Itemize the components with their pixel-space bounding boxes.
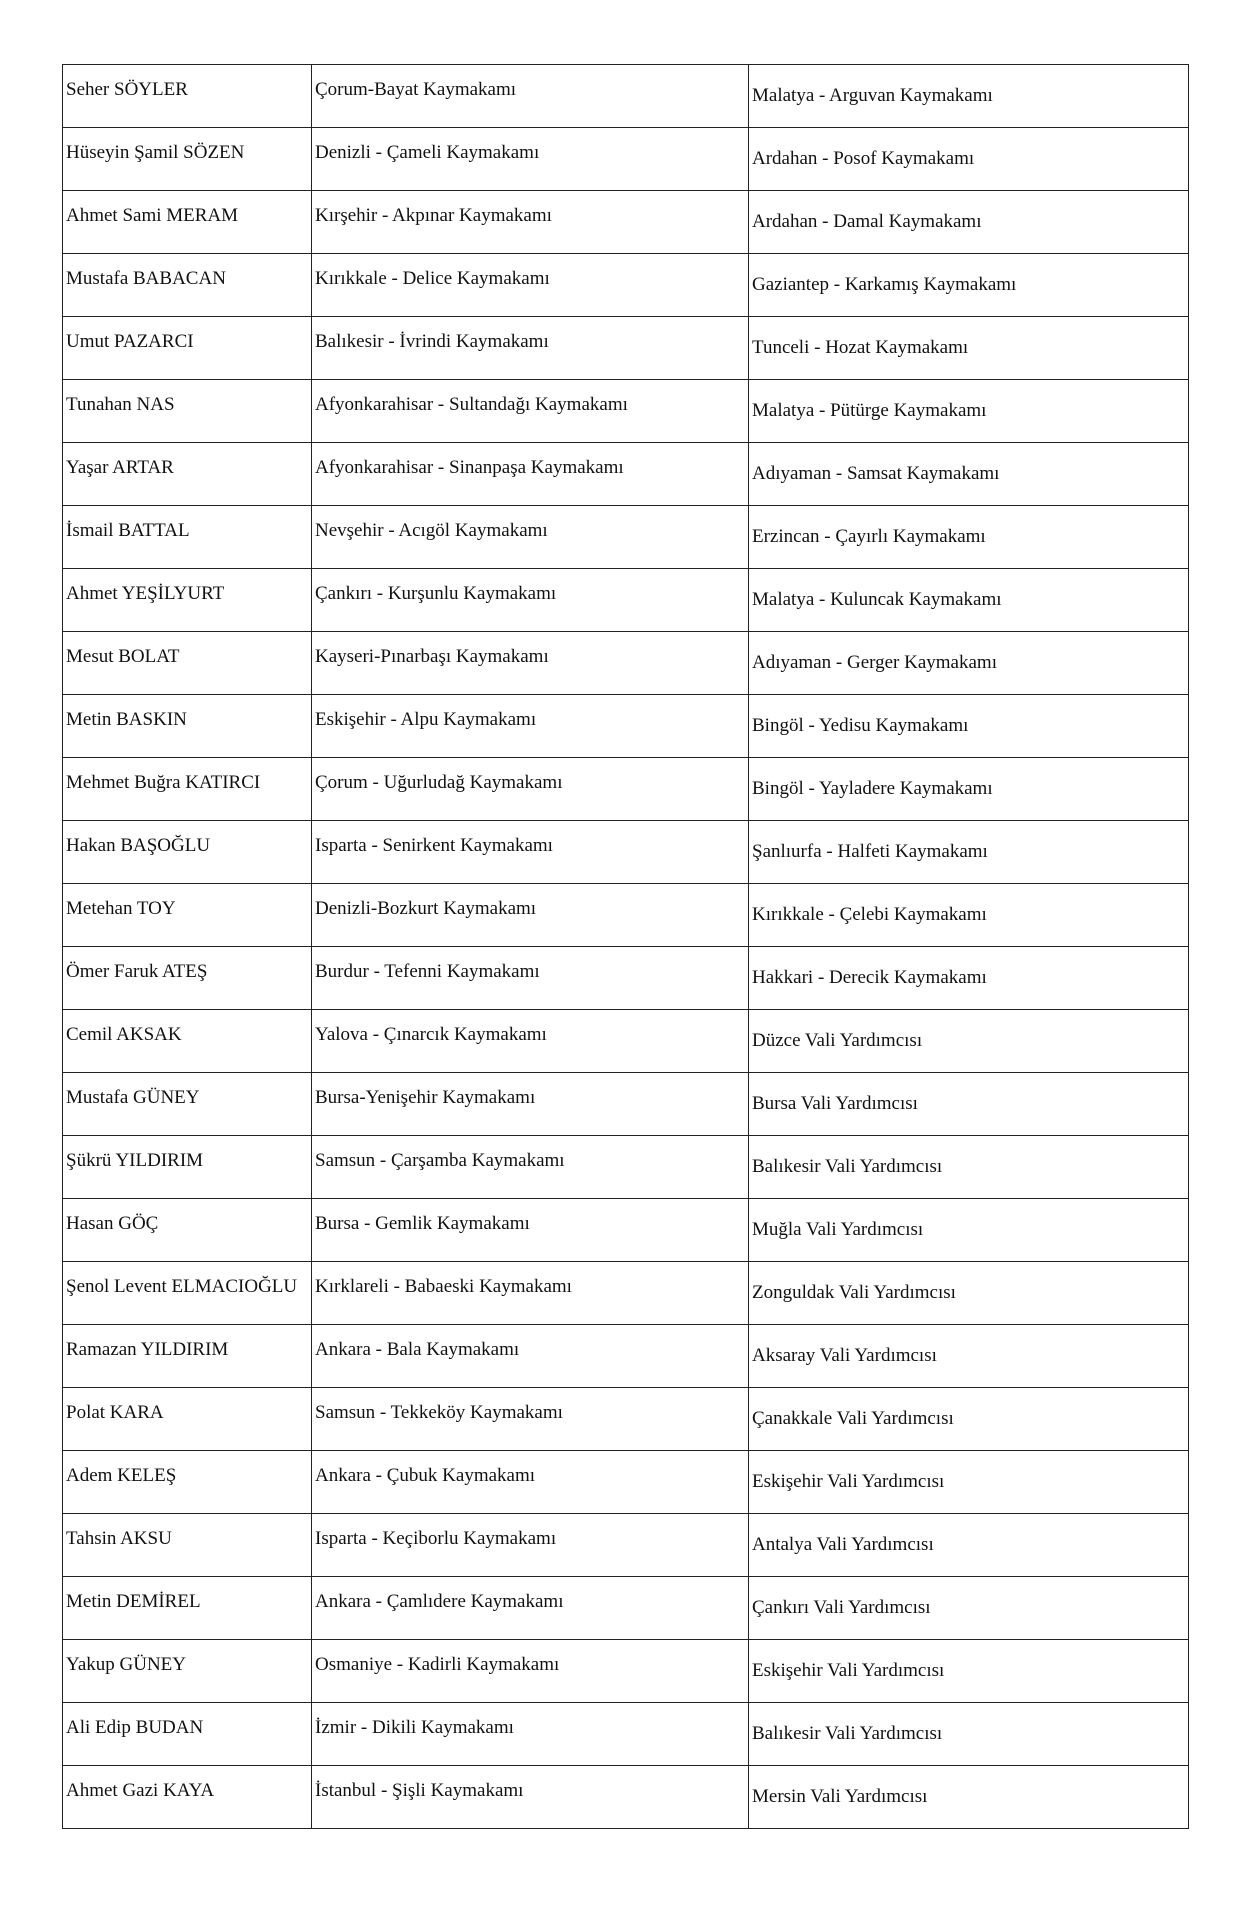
current-post-cell: Burdur - Tefenni Kaymakamı xyxy=(312,947,749,1010)
table-row xyxy=(63,1766,1189,1829)
new-post-cell: Bursa Vali Yardımcısı xyxy=(749,1073,1189,1136)
current-post-cell: Kırklareli - Babaeski Kaymakamı xyxy=(312,1262,749,1325)
current-post-cell: Afyonkarahisar - Sinanpaşa Kaymakamı xyxy=(312,443,749,506)
table-row xyxy=(63,443,1189,506)
table-row xyxy=(63,254,1189,317)
current-post-cell: Ankara - Çamlıdere Kaymakamı xyxy=(312,1577,749,1640)
person-name-cell: Hakan BAŞOĞLU xyxy=(63,821,312,884)
current-post-cell: Ankara - Çubuk Kaymakamı xyxy=(312,1451,749,1514)
new-post-cell: Aksaray Vali Yardımcısı xyxy=(749,1325,1189,1388)
appointments-table-body xyxy=(63,65,1189,1829)
person-name-cell: Mustafa BABACAN xyxy=(63,254,312,317)
new-post-cell: Şanlıurfa - Halfeti Kaymakamı xyxy=(749,821,1189,884)
new-post-cell: Antalya Vali Yardımcısı xyxy=(749,1514,1189,1577)
table-row xyxy=(63,632,1189,695)
current-post-cell: Nevşehir - Acıgöl Kaymakamı xyxy=(312,506,749,569)
table-row xyxy=(63,1514,1189,1577)
table-row xyxy=(63,1577,1189,1640)
new-post-cell: Zonguldak Vali Yardımcısı xyxy=(749,1262,1189,1325)
person-name-cell: Şenol Levent ELMACIOĞLU xyxy=(63,1262,312,1325)
person-name-cell: Yakup GÜNEY xyxy=(63,1640,312,1703)
person-name-cell: Hüseyin Şamil SÖZEN xyxy=(63,128,312,191)
new-post-cell: Balıkesir Vali Yardımcısı xyxy=(749,1703,1189,1766)
current-post-cell: Çankırı - Kurşunlu Kaymakamı xyxy=(312,569,749,632)
new-post-cell: Adıyaman - Samsat Kaymakamı xyxy=(749,443,1189,506)
new-post-cell: Adıyaman - Gerger Kaymakamı xyxy=(749,632,1189,695)
table-row xyxy=(63,1703,1189,1766)
table-row xyxy=(63,569,1189,632)
new-post-cell: Bingöl - Yayladere Kaymakamı xyxy=(749,758,1189,821)
current-post-cell: Bursa - Gemlik Kaymakamı xyxy=(312,1199,749,1262)
person-name-cell: Cemil AKSAK xyxy=(63,1010,312,1073)
current-post-cell: Afyonkarahisar - Sultandağı Kaymakamı xyxy=(312,380,749,443)
table-row xyxy=(63,191,1189,254)
table-row xyxy=(63,1136,1189,1199)
table-row xyxy=(63,1325,1189,1388)
person-name-cell: Tunahan NAS xyxy=(63,380,312,443)
table-row xyxy=(63,758,1189,821)
current-post-cell: Kırşehir - Akpınar Kaymakamı xyxy=(312,191,749,254)
person-name-cell: İsmail BATTAL xyxy=(63,506,312,569)
current-post-cell: Samsun - Tekkeköy Kaymakamı xyxy=(312,1388,749,1451)
person-name-cell: Hasan GÖÇ xyxy=(63,1199,312,1262)
person-name-cell: Ali Edip BUDAN xyxy=(63,1703,312,1766)
new-post-cell: Ardahan - Damal Kaymakamı xyxy=(749,191,1189,254)
new-post-cell: Bingöl - Yedisu Kaymakamı xyxy=(749,695,1189,758)
person-name-cell: Umut PAZARCI xyxy=(63,317,312,380)
current-post-cell: Samsun - Çarşamba Kaymakamı xyxy=(312,1136,749,1199)
person-name-cell: Şükrü YILDIRIM xyxy=(63,1136,312,1199)
current-post-cell: Çorum-Bayat Kaymakamı xyxy=(312,65,749,128)
new-post-cell: Muğla Vali Yardımcısı xyxy=(749,1199,1189,1262)
current-post-cell: İzmir - Dikili Kaymakamı xyxy=(312,1703,749,1766)
new-post-cell: Malatya - Arguvan Kaymakamı xyxy=(749,65,1189,128)
current-post-cell: Ankara - Bala Kaymakamı xyxy=(312,1325,749,1388)
person-name-cell: Adem KELEŞ xyxy=(63,1451,312,1514)
person-name-cell: Ahmet Gazi KAYA xyxy=(63,1766,312,1829)
current-post-cell: Kayseri-Pınarbaşı Kaymakamı xyxy=(312,632,749,695)
new-post-cell: Düzce Vali Yardımcısı xyxy=(749,1010,1189,1073)
current-post-cell: Osmaniye - Kadirli Kaymakamı xyxy=(312,1640,749,1703)
person-name-cell: Ahmet Sami MERAM xyxy=(63,191,312,254)
new-post-cell: Tunceli - Hozat Kaymakamı xyxy=(749,317,1189,380)
person-name-cell: Mehmet Buğra KATIRCI xyxy=(63,758,312,821)
person-name-cell: Ömer Faruk ATEŞ xyxy=(63,947,312,1010)
new-post-cell: Malatya - Kuluncak Kaymakamı xyxy=(749,569,1189,632)
current-post-cell: Eskişehir - Alpu Kaymakamı xyxy=(312,695,749,758)
new-post-cell: Ardahan - Posof Kaymakamı xyxy=(749,128,1189,191)
new-post-cell: Gaziantep - Karkamış Kaymakamı xyxy=(749,254,1189,317)
table-row xyxy=(63,380,1189,443)
person-name-cell: Yaşar ARTAR xyxy=(63,443,312,506)
table-row xyxy=(63,506,1189,569)
person-name-cell: Mesut BOLAT xyxy=(63,632,312,695)
table-row xyxy=(63,128,1189,191)
table-row xyxy=(63,1010,1189,1073)
new-post-cell: Malatya - Pütürge Kaymakamı xyxy=(749,380,1189,443)
appointments-table xyxy=(62,64,1189,1829)
table-row xyxy=(63,317,1189,380)
new-post-cell: Çankırı Vali Yardımcısı xyxy=(749,1577,1189,1640)
current-post-cell: Denizli-Bozkurt Kaymakamı xyxy=(312,884,749,947)
new-post-cell: Eskişehir Vali Yardımcısı xyxy=(749,1451,1189,1514)
current-post-cell: Kırıkkale - Delice Kaymakamı xyxy=(312,254,749,317)
person-name-cell: Polat KARA xyxy=(63,1388,312,1451)
new-post-cell: Hakkari - Derecik Kaymakamı xyxy=(749,947,1189,1010)
person-name-cell: Ahmet YEŞİLYURT xyxy=(63,569,312,632)
person-name-cell: Ramazan YILDIRIM xyxy=(63,1325,312,1388)
current-post-cell: Balıkesir - İvrindi Kaymakamı xyxy=(312,317,749,380)
table-row xyxy=(63,884,1189,947)
current-post-cell: Denizli - Çameli Kaymakamı xyxy=(312,128,749,191)
current-post-cell: Isparta - Senirkent Kaymakamı xyxy=(312,821,749,884)
person-name-cell: Metin DEMİREL xyxy=(63,1577,312,1640)
new-post-cell: Mersin Vali Yardımcısı xyxy=(749,1766,1189,1829)
table-row xyxy=(63,1262,1189,1325)
person-name-cell: Mustafa GÜNEY xyxy=(63,1073,312,1136)
new-post-cell: Kırıkkale - Çelebi Kaymakamı xyxy=(749,884,1189,947)
new-post-cell: Eskişehir Vali Yardımcısı xyxy=(749,1640,1189,1703)
table-row xyxy=(63,1199,1189,1262)
table-row xyxy=(63,1640,1189,1703)
table-row xyxy=(63,1451,1189,1514)
person-name-cell: Tahsin AKSU xyxy=(63,1514,312,1577)
table-row xyxy=(63,1388,1189,1451)
current-post-cell: Çorum - Uğurludağ Kaymakamı xyxy=(312,758,749,821)
current-post-cell: Bursa-Yenişehir Kaymakamı xyxy=(312,1073,749,1136)
table-row xyxy=(63,65,1189,128)
new-post-cell: Balıkesir Vali Yardımcısı xyxy=(749,1136,1189,1199)
person-name-cell: Metin BASKIN xyxy=(63,695,312,758)
current-post-cell: Isparta - Keçiborlu Kaymakamı xyxy=(312,1514,749,1577)
table-row xyxy=(63,1073,1189,1136)
new-post-cell: Erzincan - Çayırlı Kaymakamı xyxy=(749,506,1189,569)
person-name-cell: Metehan TOY xyxy=(63,884,312,947)
table-row xyxy=(63,821,1189,884)
new-post-cell: Çanakkale Vali Yardımcısı xyxy=(749,1388,1189,1451)
current-post-cell: İstanbul - Şişli Kaymakamı xyxy=(312,1766,749,1829)
table-row xyxy=(63,947,1189,1010)
table-row xyxy=(63,695,1189,758)
current-post-cell: Yalova - Çınarcık Kaymakamı xyxy=(312,1010,749,1073)
person-name-cell: Seher SÖYLER xyxy=(63,65,312,128)
